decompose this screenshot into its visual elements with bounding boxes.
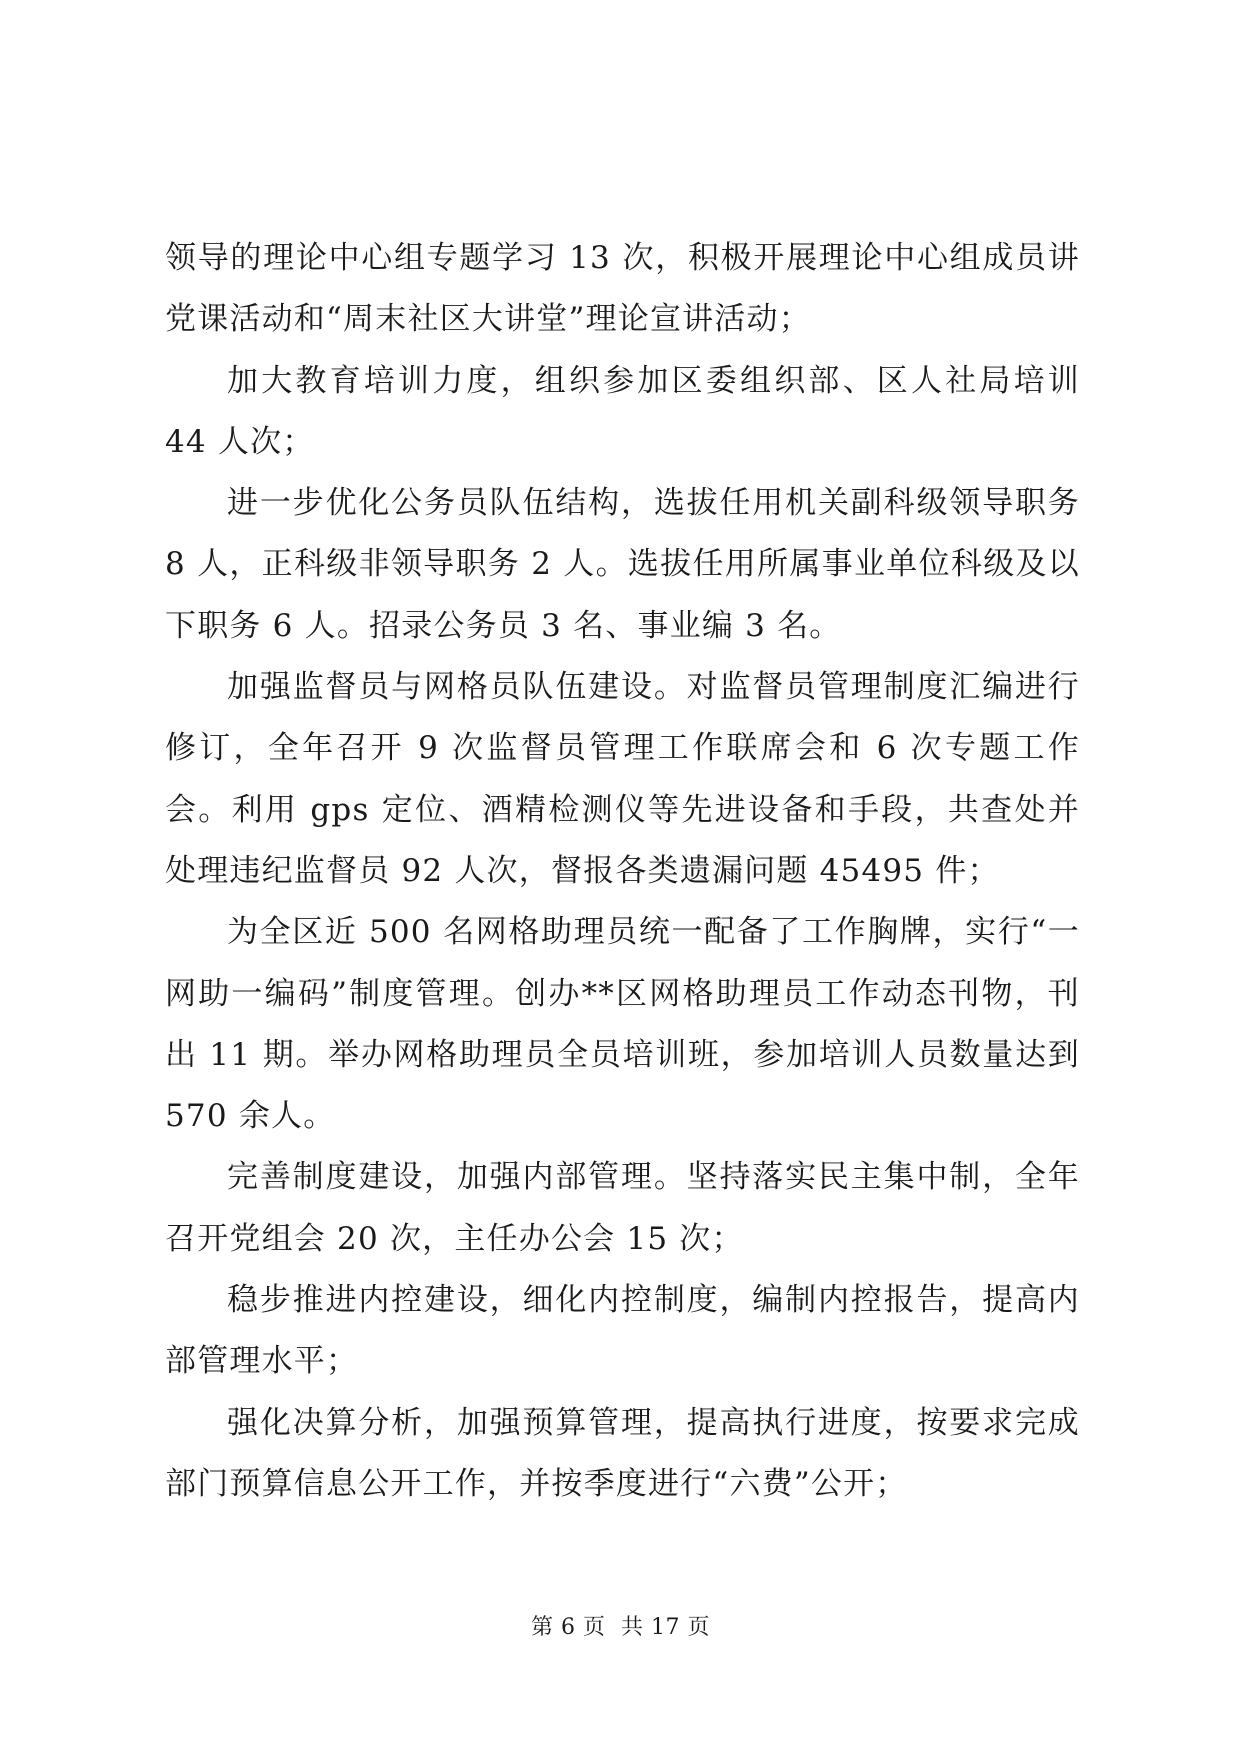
paragraph-budget: 强化决算分析，加强预算管理，提高执行进度，按要求完成部门预算信息公开工作，并按季度进行“六费”公开；: [165, 1404, 1080, 1502]
paragraph-training: 加大教育培训力度，组织参加区委组织部、区人社局培训 44 人次；: [165, 362, 1080, 460]
document-body: [165, 228, 1080, 1515]
paragraph-theory-study: 领导的理论中心组专题学习 13 次，积极开展理论中心组成员讲党课活动和“周末社区大讲堂”理论宣讲活动；: [165, 240, 1080, 338]
paragraph-staff-structure: 进一步优化公务员队伍结构，选拔任用机关副科级领导职务 8 人，正科级非领导职务 2 人。选拔任用所属事业单位科级及以下职务 6 人。招录公务员 3 名、事业编 3 名。: [165, 485, 1080, 644]
paragraph-supervisor-team: 加强监督员与网格员队伍建设。对监督员管理制度汇编进行修订，全年召开 9 次监督员管理工作联席会和 6 次专题工作会。利用 gps 定位、酒精检测仪等先进设备和手段，共查处并处理违纪监督员 92 人次，督报各类遗漏问题 45495 件；: [165, 669, 1080, 889]
page-total: 共 17 页: [621, 1615, 710, 1640]
paragraph-internal-control: 稳步推进内控建设，细化内控制度，编制内控报告，提高内部管理水平；: [165, 1282, 1080, 1380]
page-footer: [0, 1610, 1241, 1641]
paragraph-system-building: 完善制度建设，加强内部管理。坚持落实民主集中制，全年召开党组会 20 次，主任办公会 15 次；: [165, 1159, 1080, 1257]
page-number: 第 6 页: [531, 1615, 606, 1640]
paragraph-grid-assistants: 为全区近 500 名网格助理员统一配备了工作胸牌，实行“一网助一编码”制度管理。创办**区网格助理员工作动态刊物，刊出 11 期。举办网格助理员全员培训班，参加培训人员数量达到 570 余人。: [165, 914, 1080, 1135]
